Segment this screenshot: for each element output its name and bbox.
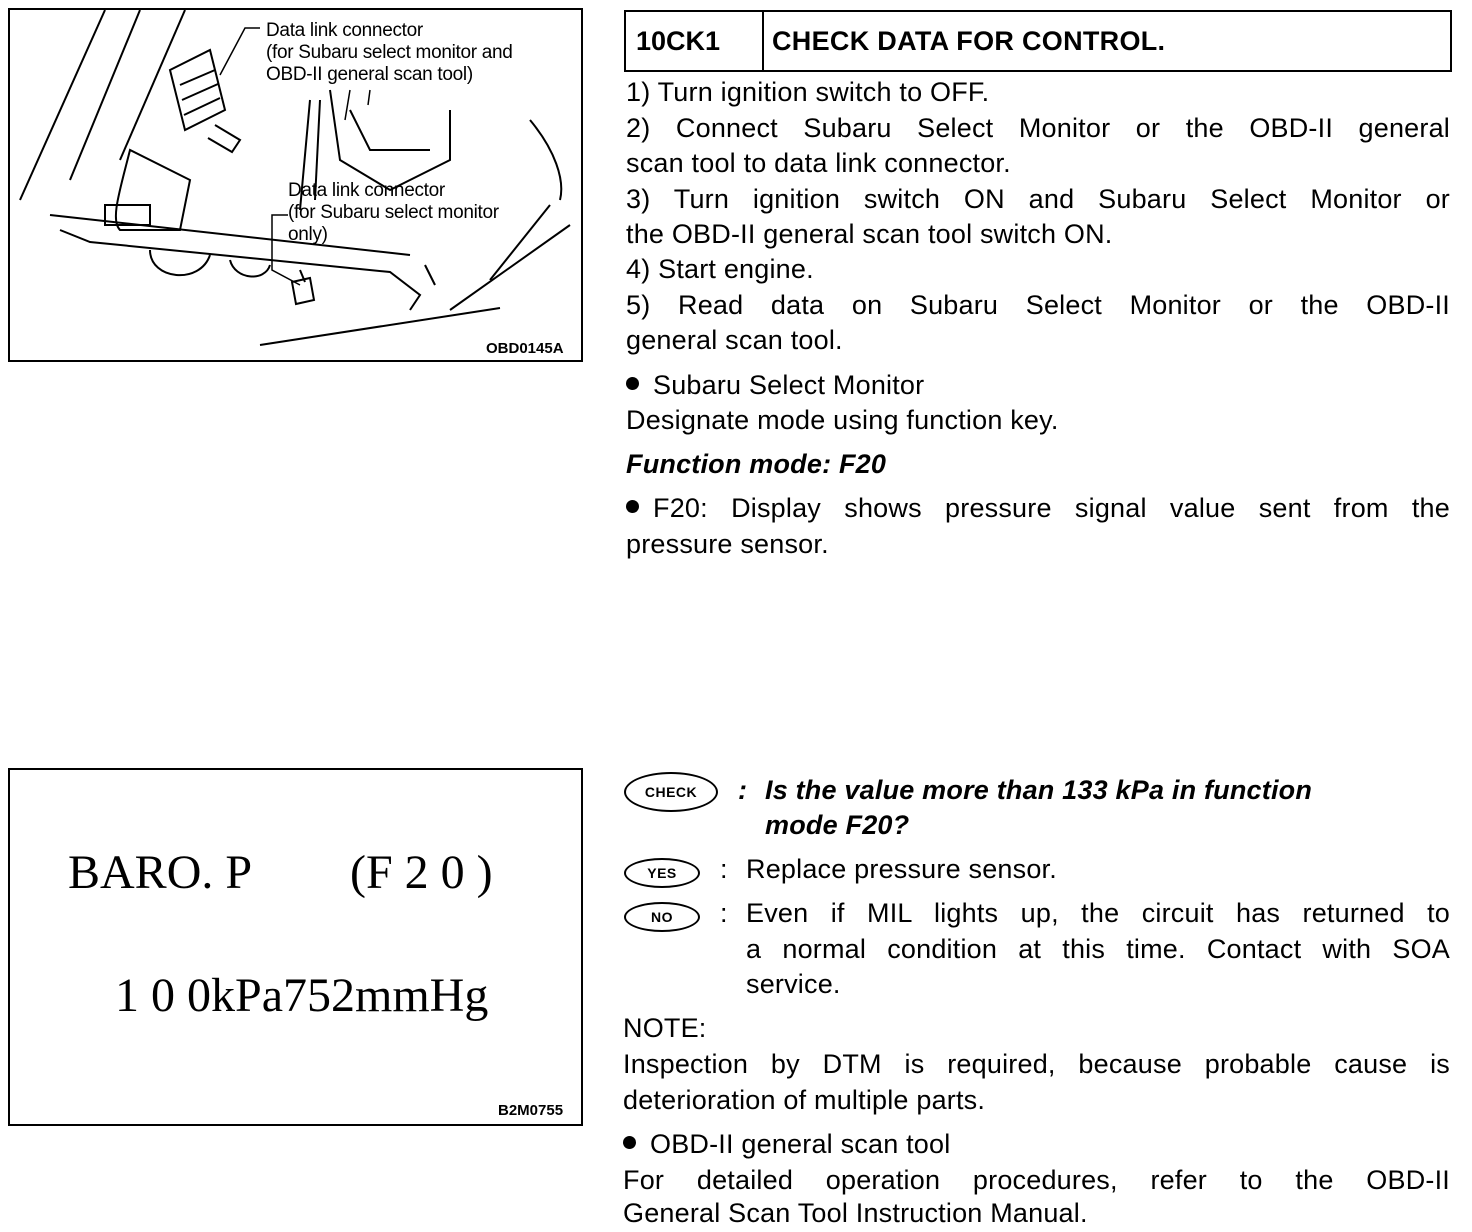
yes-badge: YES: [624, 858, 700, 888]
callout-upper-connector-line2: (for Subaru select monitor and: [266, 42, 513, 63]
yes-colon: :: [720, 854, 728, 884]
check-question-line1: Is the value more than 133 kPa in function: [765, 775, 1313, 805]
callout-lower-connector-line3: only): [288, 224, 328, 245]
f20-description-line2: pressure sensor.: [626, 529, 829, 559]
procedure-line: 3) Turn ignition switch ON and Subaru Select Monitor or: [626, 184, 1450, 214]
bullet-f20: F20: Display shows pressure signal value sent from the: [626, 491, 1450, 526]
step-id: 10CK1: [626, 12, 764, 70]
bullet-select-monitor: Subaru Select Monitor: [626, 368, 1450, 403]
check-badge: CHECK: [624, 772, 718, 812]
callout-upper-connector-line3: OBD-II general scan tool): [266, 64, 473, 85]
note-label: NOTE:: [623, 1013, 707, 1043]
procedure-line: 1) Turn ignition switch to OFF.: [626, 77, 990, 107]
select-monitor-text: Designate mode using function key.: [626, 405, 1059, 435]
check-question-line2: mode F20?: [765, 810, 910, 840]
figure-code: OBD0145A: [486, 340, 564, 357]
scan-tool-line2: General Scan Tool Instruction Manual.: [623, 1198, 1088, 1228]
display-parameter-name: BARO. P: [68, 846, 253, 899]
no-text-line1: Even if MIL lights up, the circuit has returned to: [746, 898, 1450, 928]
display-function-code: (F 2 0 ): [350, 846, 493, 899]
function-mode-label: Function mode: F20: [626, 449, 887, 479]
monitor-display-figure: [8, 768, 583, 1126]
connector-location-figure: [8, 8, 583, 362]
scan-tool-line1: For detailed operation procedures, refer to the OBD-II: [623, 1165, 1450, 1195]
check-colon: :: [738, 775, 748, 805]
no-colon: :: [720, 898, 728, 928]
note-line1: Inspection by DTM is required, because probable cause is: [623, 1049, 1450, 1079]
step-header: [624, 10, 1452, 72]
no-badge: NO: [624, 902, 700, 932]
bullet-dot: [626, 500, 639, 513]
bullet-dot: [623, 1136, 636, 1149]
callout-lower-connector-line2: (for Subaru select monitor: [288, 202, 499, 223]
no-text-line3: service.: [746, 969, 841, 999]
step-title: CHECK DATA FOR CONTROL.: [772, 25, 1166, 56]
figure-code: B2M0755: [498, 1102, 564, 1119]
procedure-line: 2) Connect Subaru Select Monitor or the OBD-II general: [626, 113, 1450, 143]
procedure-line: scan tool to data link connector.: [626, 148, 1011, 178]
bullet-dot: [626, 377, 639, 390]
no-text-line2: a normal condition at this time. Contact with SOA: [746, 934, 1450, 964]
procedure-line: the OBD-II general scan tool switch ON.: [626, 219, 1113, 249]
procedure-line: 5) Read data on Subaru Select Monitor or the OBD-II: [626, 290, 1450, 320]
callout-lower-connector-line1: Data link connector: [288, 180, 445, 201]
procedure-line: general scan tool.: [626, 325, 843, 355]
procedure-line: 4) Start engine.: [626, 254, 814, 284]
callout-upper-connector-line1: Data link connector: [266, 20, 423, 41]
display-value: 1 0 0kPa752mmHg: [115, 969, 489, 1022]
note-line2: deterioration of multiple parts.: [623, 1085, 986, 1115]
bullet-scan-tool: OBD-II general scan tool: [623, 1127, 1447, 1162]
yes-text: Replace pressure sensor.: [746, 854, 1057, 884]
